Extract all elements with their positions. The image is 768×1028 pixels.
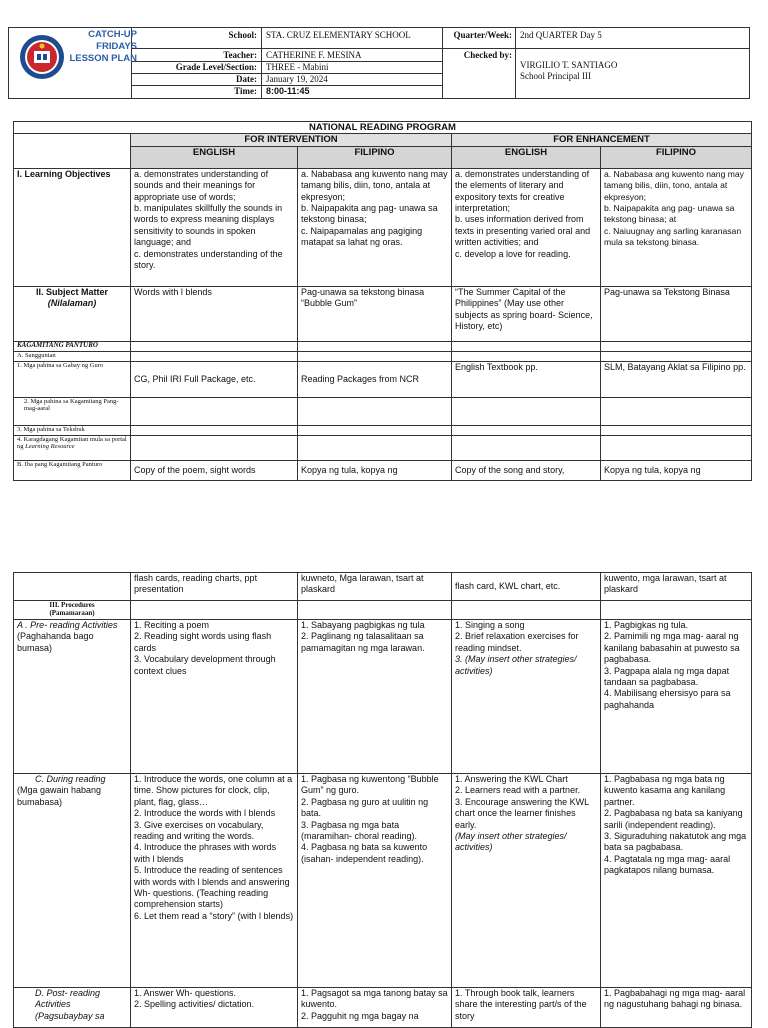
objectives-cell: a. demonstrates understanding of sounds and their meanings for appropriate use of words; b. manipulates skillfully the sounds in words to express meaning displays sensitivity to sounds in spoken language; and c. demonstrates understanding of the story.: [131, 168, 298, 286]
pre-reading-label: A . Pre- reading Activities: [17, 620, 118, 630]
brand-line-3: LESSON PLAN: [69, 53, 137, 64]
school-seal-icon: [19, 34, 65, 80]
logo-area: [9, 28, 137, 98]
school-value: STA. CRUZ ELEMENTARY SCHOOL: [266, 30, 411, 40]
procedures-sub: (Pamamaraan): [49, 609, 95, 617]
pre-reading-cell-eng-enh: [452, 620, 601, 774]
subject-label: II. Subject Matter: [35, 286, 108, 297]
during-reading-cell: 1. Pagbabasa ng mga bata ng kuwento kasama ang kanilang partner. 2. Pagbabasa ng bata sa kaniyang sarili (independent reading). 3. Siguraduhing nakatutok ang mga bata sa pagbabasa. 4. Pagtatala ng mga mag- aaral pagkatapos nilang bumasa.: [601, 774, 752, 988]
during-reading-sub: (Mga gawain habang bumabasa): [17, 785, 102, 807]
continued-cell: kuwento, mga larawan, tsart at plaskard: [601, 573, 752, 601]
during-reading-cell-eng-enh: [452, 774, 601, 988]
kagamitang-label: KAGAMITANG PANTURO: [14, 341, 131, 351]
teacher-value: CATHERINE F. MESINA: [266, 50, 362, 60]
karagdagang-label-cell: [14, 435, 131, 460]
subject-label-cell: [14, 286, 131, 341]
iba-cell: Kopya ng tula, kopya ng: [601, 460, 752, 480]
karagdagang-label-italic: Learning Resource: [25, 443, 75, 451]
col-english-enhancement: ENGLISH: [452, 146, 601, 168]
sanggunian-label: A. Sanggunian: [14, 351, 131, 361]
karagdagang-label: 4. Karagdagang Kagamitan mula sa portal ng: [17, 435, 127, 451]
subject-sub: (Nilalaman): [47, 298, 97, 309]
header-block: [8, 27, 750, 99]
post-reading-label-cell: [14, 988, 131, 1028]
date-label: Date:: [236, 74, 257, 84]
gabay-cell: English Textbook pp.: [452, 361, 601, 397]
procedures-label: III. Procedures: [49, 601, 95, 609]
subject-cell: Pag-unawa sa Tekstong Binasa: [601, 286, 752, 341]
gabay-cell: Reading Packages from NCR: [298, 361, 452, 397]
pre-reading-sub: (Paghahanda bago bumasa): [17, 631, 94, 653]
continued-cell: flash cards, reading charts, ppt presentation: [131, 573, 298, 601]
quarter-label: Quarter/Week:: [453, 30, 512, 40]
during-reading-cell: 1. Pagbasa ng kuwentong “Bubble Gum” ng guro. 2. Pagbasa ng guro at uulitin ng bata. 3. Pagbasa ng mga bata (maramihan- choral reading). 4. Pagbasa ng bata sa kuwento (isahan- independent reading).: [298, 774, 452, 988]
gabay-cell: SLM, Batayang Aklat sa Filipino pp.: [601, 361, 752, 397]
pre-reading-italic: 3. (May insert other strategies/ activities): [455, 654, 577, 676]
teksbuk-label: 3. Mga pahina sa Teksbuk: [14, 425, 131, 435]
time-label: Time:: [234, 86, 257, 96]
post-reading-text: 1. Pagbabahagi ng mga mag-: [604, 988, 723, 998]
brand-line-2: FRIDAYS: [96, 41, 137, 52]
subject-cell: Pag-unawa sa tekstong binasa “Bubble Gum”: [298, 286, 452, 341]
objectives-cell: a. demonstrates understanding of the elements of literary and expository texts for creative interpretation; b. uses information derived from texts in presenting varied oral and written activities; and c. develop a love for reading.: [452, 168, 601, 286]
col-filipino-enhancement: FILIPINO: [601, 146, 752, 168]
date-value: January 19, 2024: [266, 74, 328, 84]
iba-cell: Copy of the song and story,: [452, 460, 601, 480]
procedures-label-cell: [14, 601, 131, 620]
during-reading-cell: 1. Introduce the words, one column at a time. Show pictures for clock, clip, plant, flag, glass… 2. Introduce the words with l blends 3. Give exercises on vocabulary, reading and writing the words. 4. Introduce the phrases with words with l blends 5. Introduce the reading of sentences with words with l blends and answering Wh- questions. (Teaching reading comprehension starts) 6. Let them read a “story” (with l blends): [131, 774, 298, 988]
post-reading-label: D. Post- reading Activities: [35, 988, 101, 1010]
pre-reading-cell: 1. Sabayang pagbigkas ng tula 2. Paglinang ng talasalitaan sa pamamagitan ng mga larawan.: [298, 620, 452, 774]
iba-label: B. Iba pang Kagamitang Panturo: [14, 460, 131, 480]
gabay-cell: CG, Phil IRI Full Package, etc.: [131, 361, 298, 397]
quarter-labels: [443, 28, 516, 98]
group-intervention: FOR INTERVENTION: [131, 134, 452, 146]
during-reading-label: C. During reading: [35, 774, 106, 784]
procedures-table: [13, 572, 752, 1028]
post-reading-cell: 1. Through book talk, learners share the interesting part/s of the story: [452, 988, 601, 1028]
objectives-label: I. Learning Objectives: [14, 168, 131, 286]
col-filipino-intervention: FILIPINO: [298, 146, 452, 168]
brand-title: [67, 29, 137, 65]
subject-cell: Words with l blends: [131, 286, 298, 341]
pre-reading-label-cell: [14, 620, 131, 774]
checked-title: School Principal III: [520, 71, 591, 81]
continued-cell: kuwneto, Mga larawan, tsart at plaskard: [298, 573, 452, 601]
continued-cell: flash card, KWL chart, etc.: [452, 573, 601, 601]
iba-cell: Copy of the poem, sight words: [131, 460, 298, 480]
checked-name: VIRGILIO T. SANTIAGO: [520, 60, 618, 70]
time-value: 8:00-11:45: [266, 86, 310, 96]
during-reading-text: 1. Answering the KWL Chart 2. Learners read with a partner. 3. Encourage answering the KWL chart once the learner finishes early.: [455, 774, 589, 830]
program-title: NATIONAL READING PROGRAM: [14, 122, 752, 134]
post-reading-cell: 1. Answer Wh- questions. 2. Spelling activities/ dictation.: [131, 988, 298, 1028]
kagamitan-label: 2. Mga pahina sa Kagamitang Pang-mag-aaral: [14, 397, 131, 425]
header-labels: [132, 28, 262, 98]
header-values: [262, 28, 443, 98]
col-english-intervention: ENGLISH: [131, 146, 298, 168]
group-enhancement: FOR ENHANCEMENT: [452, 134, 752, 146]
grade-value: THREE - Mabini: [266, 62, 329, 72]
post-reading-cell-fil-enh: [601, 988, 752, 1028]
reading-program-table: [13, 121, 752, 481]
quarter-values: [516, 28, 749, 98]
post-reading-text: aaral ng nagustuhang bahagi ng binasa.: [604, 988, 746, 1010]
brand-line-1: CATCH-UP: [88, 29, 137, 40]
iba-cell: Kopya ng tula, kopya ng: [298, 460, 452, 480]
during-reading-italic: (May insert other strategies/ activities): [455, 831, 567, 853]
quarter-value: 2nd QUARTER Day 5: [520, 30, 602, 40]
pre-reading-cell: 1. Pagbigkas ng tula. 2. Pamimili ng mga mag- aaral ng kanilang babasahin at puwesto sa pagbabasa. 3. Pagpapa alala ng mga dapat tandaan sa pagbabasa. 4. Mabilisang ehersisyo para sa paghahanda: [601, 620, 752, 774]
pre-reading-text: 1. Singing a song 2. Brief relaxation exercises for reading mindset.: [455, 620, 579, 653]
gabay-label: 1. Mga pahina sa Gabay ng Guro: [14, 361, 131, 397]
objectives-cell: a. Nababasa ang kuwento nang may tamang bilis, diin, tono, antala at ekpresyon; b. Naipapakita ang pag- unawa sa tekstong binasa; c. Naipapamalas ang pagiging matapat sa lahat ng oras.: [298, 168, 452, 286]
during-reading-label-cell: [14, 774, 131, 988]
subject-cell: “The Summer Capital of the Philippines” (May use other subjects as spring board- Science, History, etc): [452, 286, 601, 341]
school-label: School:: [228, 30, 257, 40]
grade-label: Grade Level/Section:: [175, 62, 257, 72]
objectives-cell: a. Nababasa ang kuwento nang may tamang bilis, diin, tono, antala at ekpresyon; b. Naipapakita ang pag- unawa sa tekstong binasa; at c. Naiuugnay ang sarling karanasan mula sa tekstong binasa.: [601, 168, 752, 286]
checked-label: Checked by:: [463, 50, 512, 60]
post-reading-sub: (Pagsubaybay sa: [35, 1010, 105, 1021]
pre-reading-cell: 1. Reciting a poem 2. Reading sight words using flash cards 3. Vocabulary development through context clues: [131, 620, 298, 774]
post-reading-cell: 1. Pagsagot sa mga tanong batay sa kuwento. 2. Pagguhit ng mga bagay na: [298, 988, 452, 1028]
teacher-label: Teacher:: [223, 50, 257, 60]
